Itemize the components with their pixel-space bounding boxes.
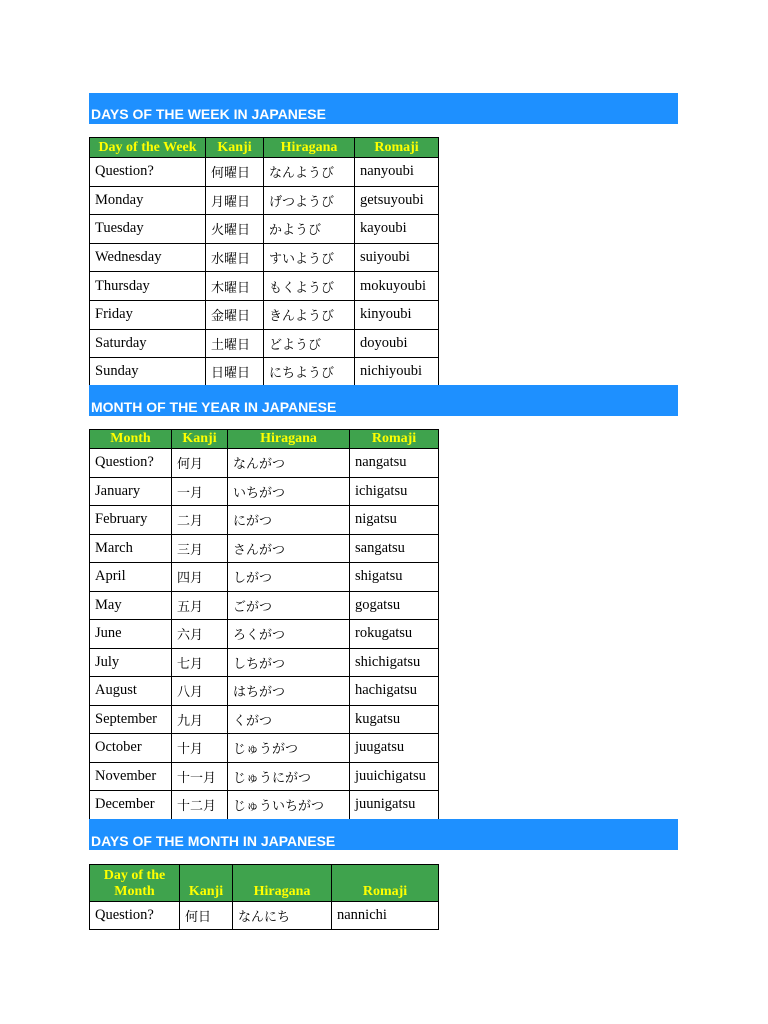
table-row	[90, 762, 439, 791]
section-banner-months-of-year: MONTH OF THE YEAR IN JAPANESE	[89, 385, 678, 416]
table-row	[90, 620, 439, 649]
romaji-cell: sangatsu	[350, 534, 439, 563]
column-header: Kanji	[172, 430, 228, 449]
romaji-cell: gogatsu	[350, 591, 439, 620]
hiragana-cell: じゅういちがつ	[228, 791, 350, 820]
hiragana-cell: じゅうにがつ	[228, 762, 350, 791]
column-header: Kanji	[206, 138, 264, 158]
romaji-cell: nanyoubi	[355, 158, 439, 187]
romaji-cell: nangatsu	[350, 449, 439, 478]
english-cell: Monday	[90, 186, 206, 215]
table-row	[90, 677, 439, 706]
table-body	[90, 158, 439, 387]
english-cell: January	[90, 477, 172, 506]
romaji-cell: nigatsu	[350, 506, 439, 535]
english-cell: Thursday	[90, 272, 206, 301]
kanji-cell: 九月	[172, 705, 228, 734]
romaji-cell: shigatsu	[350, 563, 439, 592]
kanji-cell: 火曜日	[206, 215, 264, 244]
english-cell: Question?	[90, 902, 180, 930]
hiragana-cell: きんようび	[264, 300, 355, 329]
romaji-cell: juuichigatsu	[350, 762, 439, 791]
hiragana-cell: すいようび	[264, 243, 355, 272]
table-row	[90, 563, 439, 592]
days-of-week-table	[89, 137, 439, 387]
kanji-cell: 四月	[172, 563, 228, 592]
kanji-cell: 六月	[172, 620, 228, 649]
english-cell: November	[90, 762, 172, 791]
column-header: Romaji	[350, 430, 439, 449]
kanji-cell: 二月	[172, 506, 228, 535]
kanji-cell: 十一月	[172, 762, 228, 791]
hiragana-cell: なんにち	[233, 902, 332, 930]
table-header-row	[90, 430, 439, 449]
hiragana-cell: もくようび	[264, 272, 355, 301]
kanji-cell: 五月	[172, 591, 228, 620]
table-row	[90, 272, 439, 301]
table-row	[90, 902, 439, 930]
table-row	[90, 215, 439, 244]
romaji-cell: kinyoubi	[355, 300, 439, 329]
hiragana-cell: いちがつ	[228, 477, 350, 506]
hiragana-cell: ろくがつ	[228, 620, 350, 649]
kanji-cell: 何曜日	[206, 158, 264, 187]
kanji-cell: 八月	[172, 677, 228, 706]
kanji-cell: 十月	[172, 734, 228, 763]
kanji-cell: 月曜日	[206, 186, 264, 215]
romaji-cell: mokuyoubi	[355, 272, 439, 301]
hiragana-cell: なんがつ	[228, 449, 350, 478]
english-cell: Tuesday	[90, 215, 206, 244]
kanji-cell: 水曜日	[206, 243, 264, 272]
table-row	[90, 591, 439, 620]
english-cell: December	[90, 791, 172, 820]
english-cell: September	[90, 705, 172, 734]
hiragana-cell: かようび	[264, 215, 355, 244]
table-row	[90, 329, 439, 358]
table-row	[90, 186, 439, 215]
table-body	[90, 449, 439, 820]
english-cell: April	[90, 563, 172, 592]
column-header: Day of the Month	[90, 865, 180, 902]
hiragana-cell: しがつ	[228, 563, 350, 592]
hiragana-cell: なんようび	[264, 158, 355, 187]
column-header: Hiragana	[228, 430, 350, 449]
table-row	[90, 477, 439, 506]
kanji-cell: 十二月	[172, 791, 228, 820]
english-cell: July	[90, 648, 172, 677]
hiragana-cell: にがつ	[228, 506, 350, 535]
english-cell: October	[90, 734, 172, 763]
table-row	[90, 534, 439, 563]
romaji-cell: kayoubi	[355, 215, 439, 244]
column-header: Kanji	[180, 865, 233, 902]
kanji-cell: 一月	[172, 477, 228, 506]
section-banner-days-of-week: DAYS OF THE WEEK IN JAPANESE	[89, 93, 678, 124]
hiragana-cell: どようび	[264, 329, 355, 358]
kanji-cell: 金曜日	[206, 300, 264, 329]
romaji-cell: suiyoubi	[355, 243, 439, 272]
english-cell: Question?	[90, 449, 172, 478]
table-row	[90, 158, 439, 187]
english-cell: February	[90, 506, 172, 535]
months-of-year-table	[89, 429, 439, 820]
kanji-cell: 土曜日	[206, 329, 264, 358]
romaji-cell: getsuyoubi	[355, 186, 439, 215]
hiragana-cell: はちがつ	[228, 677, 350, 706]
english-cell: May	[90, 591, 172, 620]
table-row	[90, 791, 439, 820]
table-body	[90, 902, 439, 930]
kanji-cell: 三月	[172, 534, 228, 563]
romaji-cell: shichigatsu	[350, 648, 439, 677]
days-of-month-table	[89, 864, 439, 930]
english-cell: March	[90, 534, 172, 563]
english-cell: Friday	[90, 300, 206, 329]
table-header-row	[90, 865, 439, 902]
english-cell: June	[90, 620, 172, 649]
column-header: Month	[90, 430, 172, 449]
column-header: Day of the Week	[90, 138, 206, 158]
romaji-cell: ichigatsu	[350, 477, 439, 506]
romaji-cell: rokugatsu	[350, 620, 439, 649]
hiragana-cell: ごがつ	[228, 591, 350, 620]
table-row	[90, 358, 439, 387]
table-row	[90, 734, 439, 763]
romaji-cell: kugatsu	[350, 705, 439, 734]
english-cell: Saturday	[90, 329, 206, 358]
hiragana-cell: しちがつ	[228, 648, 350, 677]
table-row	[90, 449, 439, 478]
english-cell: Question?	[90, 158, 206, 187]
hiragana-cell: くがつ	[228, 705, 350, 734]
table-row	[90, 648, 439, 677]
romaji-cell: juugatsu	[350, 734, 439, 763]
kanji-cell: 何月	[172, 449, 228, 478]
hiragana-cell: にちようび	[264, 358, 355, 387]
english-cell: August	[90, 677, 172, 706]
column-header: Romaji	[332, 865, 439, 902]
romaji-cell: juunigatsu	[350, 791, 439, 820]
romaji-cell: nannichi	[332, 902, 439, 930]
kanji-cell: 日曜日	[206, 358, 264, 387]
column-header: Hiragana	[264, 138, 355, 158]
romaji-cell: doyoubi	[355, 329, 439, 358]
hiragana-cell: じゅうがつ	[228, 734, 350, 763]
column-header: Romaji	[355, 138, 439, 158]
kanji-cell: 何日	[180, 902, 233, 930]
hiragana-cell: さんがつ	[228, 534, 350, 563]
english-cell: Sunday	[90, 358, 206, 387]
romaji-cell: nichiyoubi	[355, 358, 439, 387]
section-banner-days-of-month: DAYS OF THE MONTH IN JAPANESE	[89, 819, 678, 850]
kanji-cell: 七月	[172, 648, 228, 677]
hiragana-cell: げつようび	[264, 186, 355, 215]
table-row	[90, 705, 439, 734]
kanji-cell: 木曜日	[206, 272, 264, 301]
table-row	[90, 506, 439, 535]
romaji-cell: hachigatsu	[350, 677, 439, 706]
table-row	[90, 300, 439, 329]
english-cell: Wednesday	[90, 243, 206, 272]
table-row	[90, 243, 439, 272]
table-header-row	[90, 138, 439, 158]
column-header: Hiragana	[233, 865, 332, 902]
